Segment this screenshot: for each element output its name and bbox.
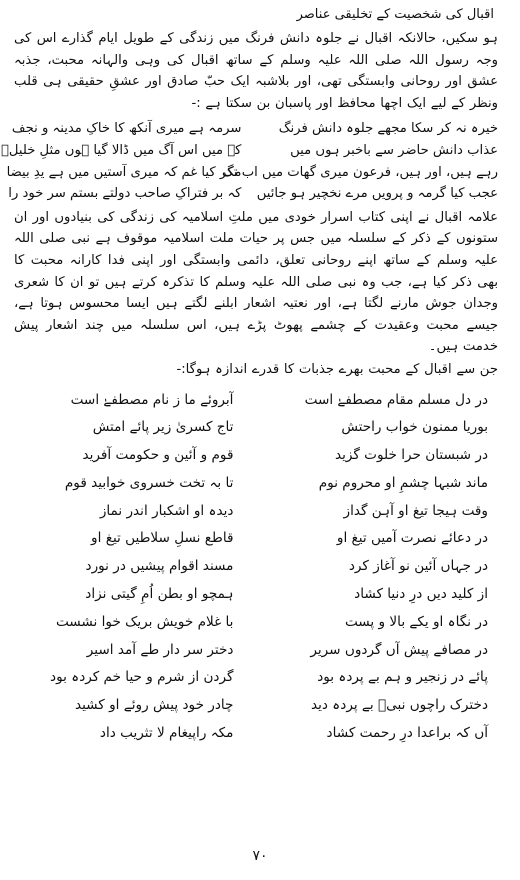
couplet: [14, 581, 498, 609]
first-hemistich: بوریا ممنون خواب راحتش: [341, 419, 488, 436]
couplet: [6, 162, 498, 184]
first-hemistich: وقت ہیجا تیغ او آہن گداز: [343, 502, 488, 519]
second-hemistich: قاطع نسلِ سلاطیں تیغ او: [91, 530, 234, 547]
running-head: اقبال کی شخصیت کے تخلیقی عناصر: [296, 7, 494, 22]
couplet: [14, 414, 498, 442]
first-hemistich: در نگاہ او یکے بالا و پست: [344, 613, 488, 630]
second-hemistich: سرمہ ہے میری آنکھ کا خاکِ مدینہ و نجف: [11, 121, 242, 137]
second-hemistich: تا بہ تخت خسروی خوابید قوم: [64, 474, 234, 491]
second-hemistich: کہ میں اس آگ میں ڈالا گیا ہوں مثلِ خلیلؑ: [0, 142, 242, 158]
second-paragraph: علامہ اقبال نے اپنی کتاب اسرار خودی میں ملتِ اسلامیہ کی زندگی کی بنیادوں اور ان ستونوں کے ذکر کے سلسلہ میں جس پر حیات ملت اسلامیہ موقوف ہے نبی صلی اللہ علیہ وسلم کے ساتھ اپنے روحانی تعلق، دائمی وابستگی اور اپنی فدا کارانہ محبت کا بھی ذکر کیا ہے، جب وہ نبی صلی اللہ علیہ وسلم کا تذکرہ کرتے ہیں تو ان کا شعری وجدان جوش مارنے لگتا ہے، اور نعتیہ اشعار ابلنے لگتے ہیں ایسا محسوس ہوتا ہے، جیسے محبت وعقیدت کے چشمے پھوٹ پڑے ہیں، اس سلسلہ میں چند اشعار پیش خدمت ہیں۔: [14, 209, 498, 355]
couplet: [14, 720, 498, 748]
first-hemistich: آں کہ براعدا درِ رحمت کشاد: [326, 725, 488, 742]
first-hemistich: در دل مسلم مقام مصطفےٰ است: [304, 391, 488, 408]
first-hemistich: در مصافے پیش آں گردوں سریر: [310, 641, 488, 658]
couplet: [8, 183, 498, 205]
first-hemistich: در دعائے نصرت آمیں تیغ او: [336, 530, 488, 547]
second-hemistich: دختر سر دار طے آمد اسیر: [86, 641, 234, 658]
intro-paragraph: ہو سکیں، حالانکہ اقبال نے جلوہ دانش فرنگ میں زندگی کے طویل ایام گذارے اس کی وجہ رسول اللہ صلی اللہ علیہ وسلم کے ساتھ اقبال کی وہی والہانہ محبت، جذبہ عشق اور روحانی وابستگی تھی، اور بلاشبہ ایک حبّ صادق اور عشقِ حقیقی ہی قلب ونظر کے لیے ایک اچھا محافظ اور پاسبان بن سکتا ہے :-: [14, 31, 498, 111]
persian-couplets: [14, 387, 498, 748]
first-hemistich: دخترک راچوں نبیؐ بے پردہ دید: [311, 697, 488, 714]
first-hemistich: خیرہ نہ کر سکا مجھے جلوہ دانش فرنگ: [278, 121, 498, 137]
first-hemistich: عذاب دانش حاضر سے باخبر ہوں میں: [290, 142, 498, 158]
urdu-couplets: [0, 118, 498, 204]
second-hemistich: قوم و آئین و حکومت آفرید: [82, 447, 234, 464]
couplet: [14, 525, 498, 553]
second-hemistich: مسند اقوام پیشیں در نورد: [85, 558, 234, 575]
first-hemistich: پائے در زنجیر و ہم بے پردہ بود: [317, 669, 488, 686]
second-hemistich: چادر خود پیش روئے او کشید: [74, 697, 234, 714]
first-hemistich: عجب کیا گرمہ و پرویں مرے نخچیر ہو جائیں: [256, 186, 498, 202]
lead-in-line: جن سے اقبال کے محبت بھرے جذبات کا قدرے اندازہ ہوگا:-: [176, 361, 498, 377]
couplet: [14, 553, 498, 581]
second-hemistich: کہ بر فتراکِ صاحب دولتے بستم سر خود را: [8, 186, 242, 202]
couplet: [0, 140, 498, 162]
couplet: [14, 609, 498, 637]
first-hemistich: رہے ہیں، اور ہیں، فرعون میری گھات میں اب تک: [222, 164, 498, 180]
first-hemistich: در شبستان حرا خلوت گزید: [334, 447, 488, 464]
second-hemistich: مگر کیا غم کہ میری آستیں میں ہے یدِ بیضا: [6, 164, 242, 180]
couplet: [14, 637, 498, 665]
couplet: [14, 664, 498, 692]
second-hemistich: با غلام خویش بریک خوا نشست: [55, 613, 234, 630]
page-number: ۷۰: [252, 848, 268, 864]
couplet: [14, 442, 498, 470]
second-hemistich: ہمچو او بطن اُمِ گیتی نزاد: [85, 586, 234, 603]
second-hemistich: گردن از شرم و حیا خم کردہ بود: [50, 669, 234, 686]
first-hemistich: در جہاں آئین نو آغاز کرد: [348, 558, 488, 575]
second-hemistich: دیدہ او اشکبار اندر نماز: [99, 502, 234, 519]
first-hemistich: ماند شبہا چشمِ او محروم نوم: [318, 474, 488, 491]
couplet: [14, 692, 498, 720]
couplet: [11, 118, 498, 140]
couplet: [14, 387, 498, 415]
couplet: [14, 470, 498, 498]
first-hemistich: از کلید دیں درِ دنیا کشاد: [354, 586, 488, 603]
couplet: [14, 498, 498, 526]
second-hemistich: مکہ راپیغام لا تثریب داد: [99, 725, 234, 742]
second-hemistich: تاج کسریٰ زیر پائے امتش: [92, 419, 234, 436]
second-hemistich: آبروئے ما ز نام مصطفےٰ است: [70, 391, 234, 408]
